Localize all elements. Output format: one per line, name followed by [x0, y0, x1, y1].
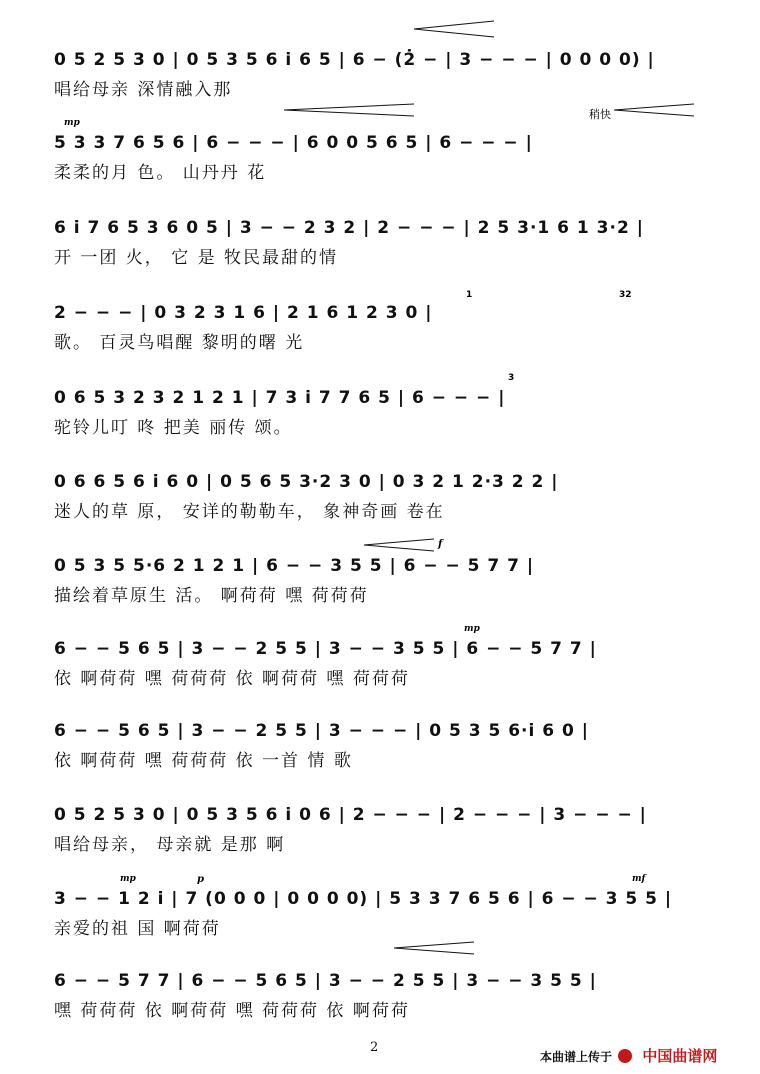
dynamic-mark: mf	[632, 874, 646, 884]
lyric-line: 嘿 荷荷荷 依 啊荷荷 嘿 荷荷荷 依 啊荷荷	[54, 1001, 410, 1021]
grace-note-mark: 32	[619, 290, 632, 300]
tempo-mark: 稍快	[589, 108, 611, 121]
dynamic-mark: mp	[464, 624, 480, 634]
footer-credit	[540, 1045, 717, 1066]
lyric-line: 唱给母亲 深情融入那	[54, 80, 233, 100]
lyric-line: 依 啊荷荷 嘿 荷荷荷 依 一首 情 歌	[54, 751, 353, 771]
lyric-line: 描绘着草原生 活。 啊荷荷 嘿 荷荷荷	[54, 586, 369, 606]
notation-line: 2 − − − | 0 3 2 3 1 6 | 2 1 6 1 2 3 0 |	[54, 303, 433, 323]
notation-line: 5 3 3 7 6 5 6 | 6 − − − | 6 0 0 5 6 5 | 6 − − − |	[54, 133, 533, 153]
footer-text: 本曲谱上传于	[540, 1050, 613, 1064]
dynamic-mark: p	[197, 874, 204, 885]
lyric-line: 亲爱的祖 国 啊荷荷	[54, 919, 221, 939]
lyric-line: 迷人的草 原， 安详的勒勒车， 象神奇画 卷在	[54, 502, 445, 522]
notation-line: 3 − − 1 2 i | 7 (0 0 0 | 0 0 0 0) | 5 3 3 7 6 5 6 | 6 − − 3 5 5 |	[54, 889, 673, 909]
lyric-line: 开 一团 火， 它 是 牧民最甜的情	[54, 248, 339, 268]
lyric-line: 柔柔的月 色。 山丹丹 花	[54, 163, 267, 183]
lyric-line: 唱给母亲， 母亲就 是那 啊	[54, 835, 286, 855]
notation-line: 0 6 5 3 2 3 2 1 2 1 | 7 3 i 7 7 6 5 | 6 − − − |	[54, 388, 506, 408]
triplet-mark: 3	[508, 373, 515, 383]
notation-line: 6 − − 5 6 5 | 3 − − 2 5 5 | 3 − − − | 0 5 3 5 6·i 6 0 |	[54, 721, 589, 741]
site-logo-icon	[618, 1049, 632, 1063]
site-logo-text: 中国曲谱网	[642, 1047, 718, 1065]
dynamic-mark: f	[438, 539, 443, 550]
lyric-line: 歌。 百灵鸟唱醒 黎明的曙 光	[54, 333, 305, 353]
notation-line: 0 5 2 5 3 0 | 0 5 3 5 6 i 0 6 | 2 − − − | 2 − − − | 3 − − − |	[54, 805, 647, 825]
lyric-line: 依 啊荷荷 嘿 荷荷荷 依 啊荷荷 嘿 荷荷荷	[54, 669, 410, 689]
dynamic-mark: mp	[64, 118, 80, 128]
page-number: 2	[370, 1040, 379, 1055]
notation-line: 0 5 2 5 3 0 | 0 5 3 5 6 i 6 5 | 6 − (2̇ − | 3 − − − | 0 0 0 0) |	[54, 50, 655, 70]
grace-note-mark: 1	[466, 290, 473, 300]
notation-line: 0 5 3 5 5·6 2 1 2 1 | 6 − − 3 5 5 | 6 − − 5 7 7 |	[54, 556, 535, 576]
notation-line: 6 − − 5 7 7 | 6 − − 5 6 5 | 3 − − 2 5 5 | 3 − − 3 5 5 |	[54, 971, 597, 991]
notation-line: 0 6 6 5 6 i 6 0 | 0 5 6 5 3·2 3 0 | 0 3 2 1 2·3 2 2 |	[54, 472, 559, 492]
notation-line: 6 − − 5 6 5 | 3 − − 2 5 5 | 3 − − 3 5 5 | 6 − − 5 7 7 |	[54, 639, 597, 659]
lyric-line: 驼铃儿叮 咚 把美 丽传 颂。	[54, 418, 293, 438]
dynamic-mark: mp	[120, 874, 136, 884]
notation-line: 6 i 7 6 5 3 6 0 5 | 3 − − 2 3 2 | 2 − − − | 2 5 3·1 6 1 3·2 |	[54, 218, 644, 238]
